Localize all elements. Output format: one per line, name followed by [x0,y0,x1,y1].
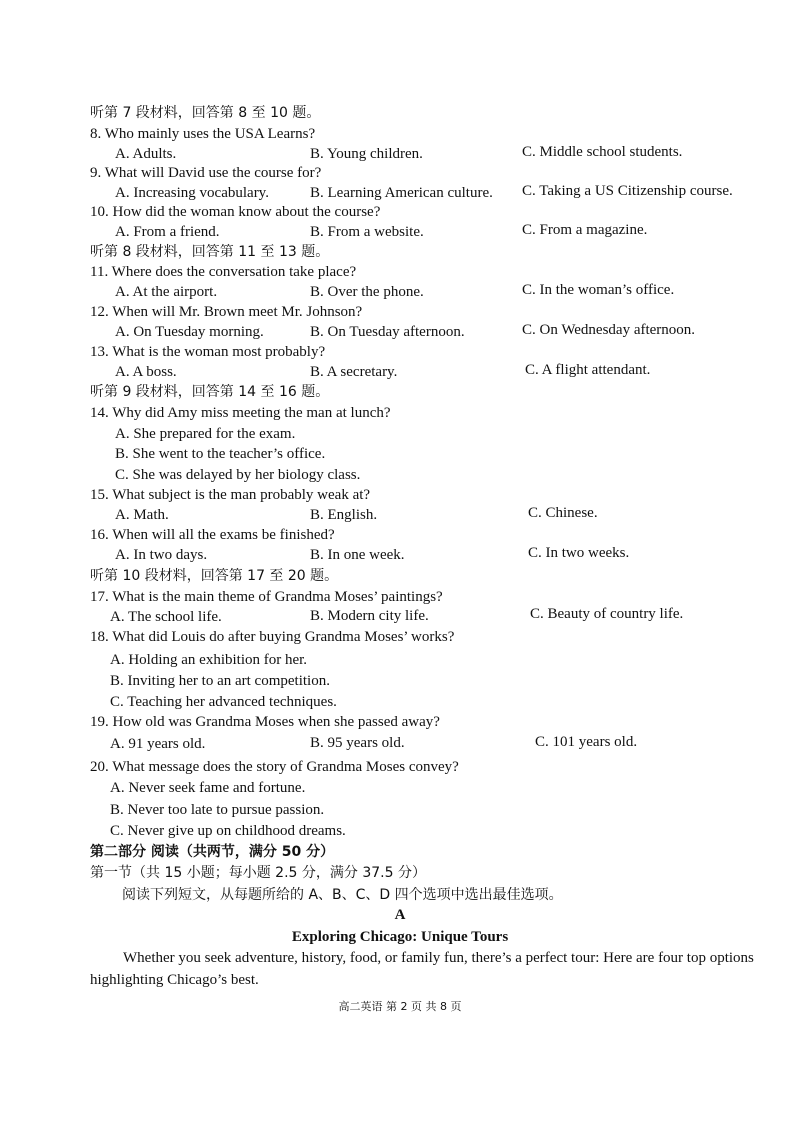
question-stem: 15. What subject is the man probably weak at? [90,487,371,503]
option-b: B. Modern city life. [310,608,429,624]
passage-letter: A [394,907,406,923]
option-c: C. On Wednesday afternoon. [522,322,696,338]
option-a: A. On Tuesday morning. [115,324,264,340]
page-footer: 高二英语 第 2 页 共 8 页 [338,1000,462,1013]
passage-paragraph: Whether you seek adventure, history, food, or family fun, there’s a perfect tour: Here are four top options highlighting Chicago’s best. [90,950,754,988]
option-a: A. Math. [115,507,169,523]
question-stem: 16. When will all the exams be finished? [90,527,335,543]
question-stem: 18. What did Louis do after buying Grandma Moses’ works? [90,629,455,645]
option-a: A. The school life. [110,609,222,625]
option-a: A. At the airport. [115,284,218,300]
option-c: C. A flight attendant. [525,362,651,378]
option-b: B. A secretary. [310,364,398,380]
option-c: C. 101 years old. [535,734,638,750]
option-a: A. Increasing vocabulary. [115,185,269,201]
option-c: C. Beauty of country life. [530,606,684,622]
question-stem: 12. When will Mr. Brown meet Mr. Johnson? [90,304,363,320]
option-a: A. In two days. [115,547,208,563]
instruction-text: 阅读下列短文，从每题所给的 A、B、C、D 四个选项中选出最佳选项。 [122,887,563,903]
option-b: B. Over the phone. [310,284,424,300]
option-a: A. From a friend. [115,224,220,240]
question-stem: 10. How did the woman know about the course? [90,204,381,220]
option-c: C. Never give up on childhood dreams. [110,823,346,839]
section-heading: 听第 10 段材料，回答第 17 至 20 题。 [90,568,339,584]
option-c: C. Teaching her advanced techniques. [110,694,337,710]
part-heading: 第二部分 阅读（共两节，满分 50 分） [90,844,335,860]
section-heading: 听第 8 段材料，回答第 11 至 13 题。 [90,244,330,260]
option-a: A. Holding an exhibition for her. [110,652,308,668]
option-b: B. From a website. [310,224,424,240]
option-c: C. She was delayed by her biology class. [115,467,361,483]
question-stem: 19. How old was Grandma Moses when she passed away? [90,714,440,730]
option-b: B. In one week. [310,547,405,563]
question-stem: 9. What will David use the course for? [90,165,322,181]
passage-title: Exploring Chicago: Unique Tours [291,929,509,945]
question-stem: 8. Who mainly uses the USA Learns? [90,126,316,142]
option-c: C. Chinese. [528,505,598,521]
question-stem: 17. What is the main theme of Grandma Moses’ paintings? [90,589,443,605]
option-b: B. She went to the teacher’s office. [115,446,326,462]
option-b: B. Learning American culture. [310,185,493,201]
option-a: A. A boss. [115,364,177,380]
option-c: C. Middle school students. [522,144,683,160]
question-stem: 11. Where does the conversation take place? [90,264,357,280]
option-c: C. In the woman’s office. [522,282,675,298]
option-b: B. Never too late to pursue passion. [110,802,325,818]
question-stem: 14. Why did Amy miss meeting the man at lunch? [90,405,391,421]
option-a: A. Adults. [115,146,177,162]
option-b: B. English. [310,507,378,523]
option-b: B. Young children. [310,146,423,162]
option-c: C. From a magazine. [522,222,648,238]
subsection-heading: 第一节（共 15 小题；每小题 2.5 分，满分 37.5 分） [90,865,426,881]
section-heading: 听第 7 段材料，回答第 8 至 10 题。 [90,105,321,121]
option-a: A. 91 years old. [110,736,206,752]
option-a: A. She prepared for the exam. [115,426,296,442]
option-c: C. Taking a US Citizenship course. [522,183,733,199]
option-b: B. 95 years old. [310,735,405,751]
option-a: A. Never seek fame and fortune. [110,780,306,796]
question-stem: 20. What message does the story of Grandma Moses convey? [90,759,459,775]
option-b: B. On Tuesday afternoon. [310,324,465,340]
option-b: B. Inviting her to an art competition. [110,673,330,689]
section-heading: 听第 9 段材料，回答第 14 至 16 题。 [90,384,330,400]
option-c: C. In two weeks. [528,545,630,561]
question-stem: 13. What is the woman most probably? [90,344,326,360]
